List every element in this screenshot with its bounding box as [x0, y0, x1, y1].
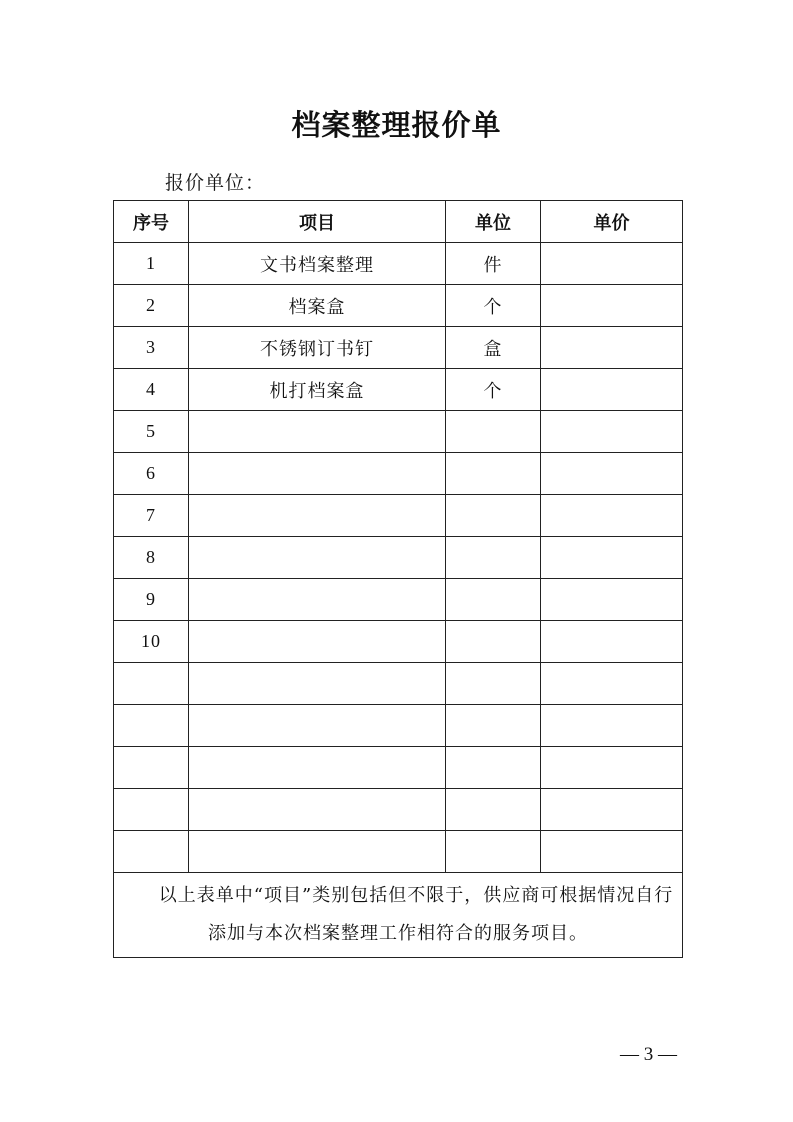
cell-no: 8 — [114, 537, 189, 579]
cell-unit: 个 — [446, 369, 541, 411]
header-unit: 单位 — [446, 201, 541, 243]
cell-unit — [446, 495, 541, 537]
table-note — [114, 873, 683, 958]
cell-unit — [446, 747, 541, 789]
cell-no — [114, 705, 189, 747]
cell-unit — [446, 663, 541, 705]
cell-no: 9 — [114, 579, 189, 621]
table-row — [114, 453, 683, 495]
cell-price — [541, 579, 683, 621]
cell-price — [541, 495, 683, 537]
table-row — [114, 369, 683, 411]
table-header-row — [114, 201, 683, 243]
header-item: 项目 — [189, 201, 446, 243]
cell-item: 机打档案盒 — [189, 369, 446, 411]
cell-no: 10 — [114, 621, 189, 663]
cell-item: 不锈钢订书钉 — [189, 327, 446, 369]
cell-unit: 件 — [446, 243, 541, 285]
table-row — [114, 327, 683, 369]
table-row — [114, 831, 683, 873]
page-title: 档案整理报价单 — [291, 108, 502, 142]
table-row — [114, 411, 683, 453]
cell-unit — [446, 831, 541, 873]
cell-no: 1 — [114, 243, 189, 285]
cell-price — [541, 369, 683, 411]
quote-table — [113, 200, 683, 958]
cell-item — [189, 453, 446, 495]
cell-no — [114, 747, 189, 789]
cell-item — [189, 747, 446, 789]
cell-no: 3 — [114, 327, 189, 369]
cell-unit — [446, 579, 541, 621]
table-row — [114, 285, 683, 327]
cell-item — [189, 411, 446, 453]
table-row — [114, 663, 683, 705]
cell-price — [541, 243, 683, 285]
cell-item — [189, 537, 446, 579]
quote-unit-label: 报价单位： — [165, 172, 266, 194]
cell-price — [541, 327, 683, 369]
cell-unit — [446, 411, 541, 453]
cell-price — [541, 663, 683, 705]
cell-price — [541, 789, 683, 831]
cell-item — [189, 579, 446, 621]
cell-price — [541, 621, 683, 663]
header-no: 序号 — [114, 201, 189, 243]
cell-unit — [446, 621, 541, 663]
cell-item: 文书档案整理 — [189, 243, 446, 285]
cell-price — [541, 453, 683, 495]
cell-unit — [446, 537, 541, 579]
cell-unit: 盒 — [446, 327, 541, 369]
cell-price — [541, 285, 683, 327]
cell-item — [189, 495, 446, 537]
cell-item: 档案盒 — [189, 285, 446, 327]
table-row — [114, 243, 683, 285]
cell-no — [114, 831, 189, 873]
table-row — [114, 579, 683, 621]
note-text: 以上表单中“项目”类别包括但不限于，供应商可根据情况自行添加与本次档案整理工作相符合的服务项目。 — [158, 885, 674, 944]
cell-price — [541, 537, 683, 579]
cell-item — [189, 621, 446, 663]
table-row — [114, 789, 683, 831]
cell-item — [189, 705, 446, 747]
table-row — [114, 621, 683, 663]
cell-no: 2 — [114, 285, 189, 327]
cell-unit: 个 — [446, 285, 541, 327]
cell-no: 7 — [114, 495, 189, 537]
cell-price — [541, 705, 683, 747]
cell-no — [114, 663, 189, 705]
table-row — [114, 747, 683, 789]
cell-unit — [446, 453, 541, 495]
cell-no: 5 — [114, 411, 189, 453]
cell-item — [189, 789, 446, 831]
cell-unit — [446, 705, 541, 747]
table-row — [114, 495, 683, 537]
table-row — [114, 537, 683, 579]
cell-no: 6 — [114, 453, 189, 495]
cell-item — [189, 663, 446, 705]
cell-no — [114, 789, 189, 831]
cell-price — [541, 747, 683, 789]
cell-no: 4 — [114, 369, 189, 411]
cell-unit — [446, 789, 541, 831]
cell-price — [541, 831, 683, 873]
header-price: 单价 — [541, 201, 683, 243]
cell-item — [189, 831, 446, 873]
cell-price — [541, 411, 683, 453]
table-row — [114, 705, 683, 747]
page-number: — 3 — — [620, 1044, 677, 1065]
